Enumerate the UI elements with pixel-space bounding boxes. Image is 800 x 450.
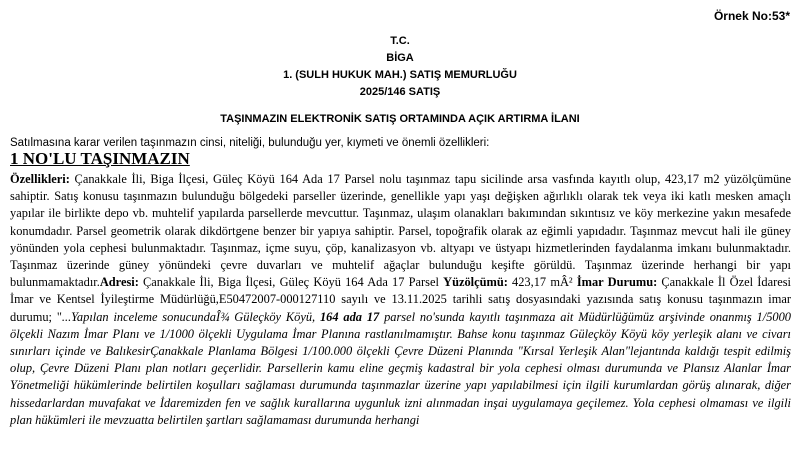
header-tc: T.C. (390, 35, 410, 47)
features-text: Çanakkale İli, Biga İlçesi, Güleç Köyü 164 Ada 17 Parsel nolu taşınmaz tapu sicilinde arsa vasfında kayıtlı olup, 423,17 m2 yüzölçümüne sahiptir. Satış konusu taşınmazın bulunduğu bölgedeki parseller üzerinde, genellikle yapı yaşı değişken ağırlıklı olarak tek veya iki katlı mesken amaçlı yapılar ile birlikte depo vb. muhtelif yapılarda parsellerde mevcuttur. Taşınmaz, ulaşım olanakları bakımından sıkıntısız ve köy merkezine yakın mesafede konumdadır. Parsel geometrik olarak dikdörtgene benzer bir yapıya sahiptir. Parsel, topoğrafik olarak az eğimli yapıdadır. Taşınmaz mevcut hali ile güney yönünden yola cephesi bulunmaktadır. Taşınmaz, içme suyu, çöp, kanalizasyon vb. altyapı ve üstyapı hizmetlerinden faydalanma imkanı bulunmaktadır. Taşınmaz üzerinde güney yönündeki çevre duvarları ve muhtelif ağaçlar bulunduğu keşifte görüldü. Taşınmaz üzerinde herhangi bir yapı bulunmamaktadır. (10, 172, 791, 290)
address-label: Adresi: (99, 275, 139, 290)
features-label: Özellikleri: (10, 172, 70, 186)
header-file-number: 2025/146 SATIŞ (359, 86, 441, 98)
announcement-title: TAŞINMAZIN ELEKTRONİK SATIŞ ORTAMINDA AÇIK ARTIRMA İLANI (220, 113, 580, 125)
example-number: Örnek No:53* (713, 9, 790, 23)
zoning-quote-parcel: 164 ada 17 (319, 309, 380, 324)
zoning-quote-part1: ...Yapılan inceleme sonucundaÎ¾ Güleçköy Köyü, (61, 309, 320, 324)
header-city: BİGA (386, 52, 414, 64)
zoning-label: İmar Durumu: (576, 275, 658, 290)
property-description (10, 171, 791, 429)
zoning-text: Çanakkale İl Özel İdaresi İmar ve Kentsel İyileştirme Müdürlüğü,E50472007-000127110 sayılı ve 13.11.2025 tarihli satış dosyasındaki yazısında satış konusu taşınmazın imar durumu; " (10, 275, 791, 324)
intro-text: Satılmasına karar verilen taşınmazın cinsi, niteliği, bulunduğu yer, kıymeti ve önemli özellikleri: (10, 137, 490, 149)
area-text: 423,17 mÂ² (507, 275, 577, 290)
document-header (0, 33, 800, 101)
section-title: 1 NO'LU TAŞINMAZIN (10, 149, 190, 168)
address-text: Çanakkale İli, Biga İlçesi, Güleç Köyü 164 Ada 17 Parsel (138, 275, 444, 290)
area-label: Yüzölçümü: (443, 275, 508, 290)
header-office: 1. (SULH HUKUK MAH.) SATIŞ MEMURLUĞU (283, 69, 517, 81)
zoning-quote-part2: parsel no'sunda kayıtlı taşınmaza ait Müdürlüğümüz arşivinde onanmış 1/5000 ölçekli Nazım İmar Planı ve 1/1000 ölçekli Uygulama İmar Planına rastlanılmamıştır. Bahse konu taşınmaz Güleçköy Köyü köy yerleşik alanı ve civarı sınırları içinde ve BalıkesirÇanakkale Planlama Bölgesi 1/100.000 ölçekli Çevre Düzeni Planında "Kırsal Yerleşik Alan"lejantında kaldığı tespit edilmiş olup, Çevre Düzeni Planı plan notları geçerlidir. Parsellerin kamu eline geçmiş kadastral bir yola cephesi olması durumunda ve Plansız Alanlar İmar Yönetmeliği hükümlerinde belirtilen koşulları sağlaması durumunda taşınmazlar üzerine yapı yapılabilmesi için ilgili kurumlardan görüş alınarak, diğer hissedarlardan muvafakat ve İdaremizden fen ve sağlık kurallarına uygunluk izni alınmadan inşai uygulamaya geçilemez. Yola cephesi olmaması ve ilgili plan hükümleri ile mevzuatta belirtilen şartları sağlamaması durumunda herhangi (10, 309, 791, 427)
